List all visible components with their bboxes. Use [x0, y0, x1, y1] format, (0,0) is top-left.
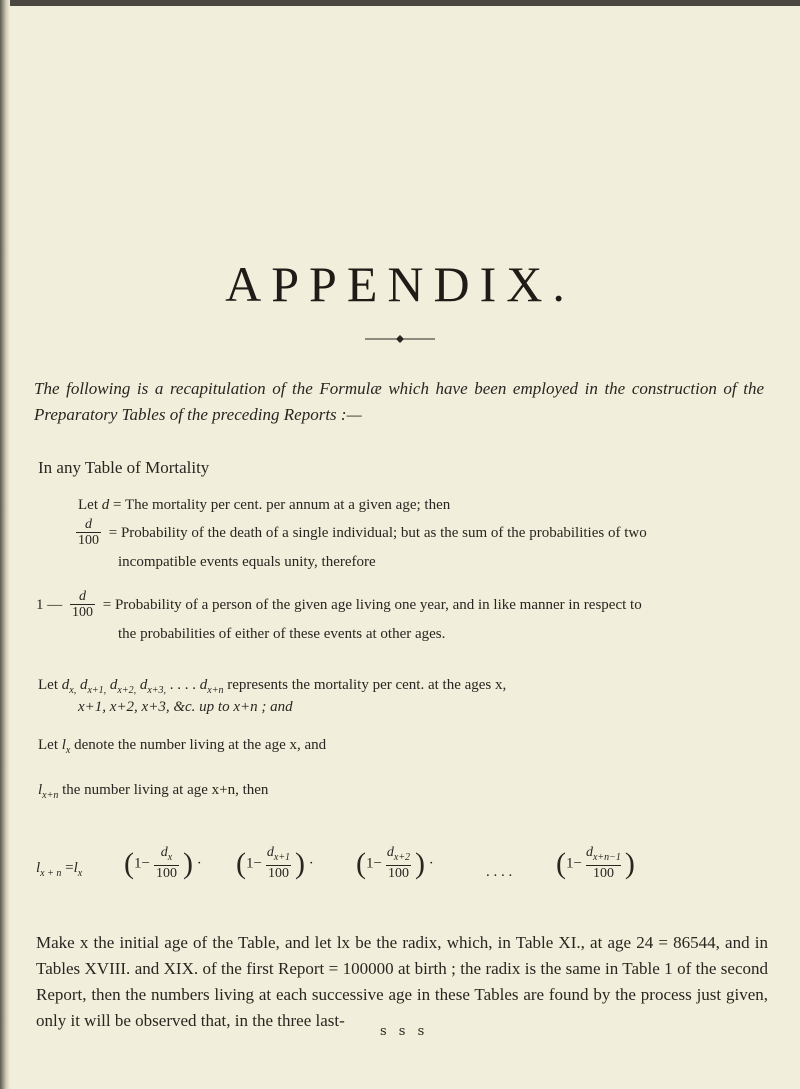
var-l: l [61, 737, 66, 753]
formula-l-sub: x [77, 868, 83, 879]
series-term: d [61, 677, 70, 693]
probability-death [72, 518, 647, 549]
var-l: l [38, 782, 43, 798]
series-term: d [79, 677, 88, 693]
formula-dot: · [308, 855, 314, 872]
formula-lhs-sub: x + n [40, 868, 62, 879]
series-sub: x+1, [87, 685, 107, 696]
fraction-numerator: d [79, 589, 86, 604]
formula-equals: = [65, 860, 74, 876]
definition-d [78, 497, 450, 514]
mortality-series-cont: x+1, x+2, x+3, &c. up to x+n ; and [78, 699, 293, 715]
factor-one: 1 [134, 855, 142, 872]
definition-lx [38, 737, 326, 756]
formula-factor: (1− $\frac{d_x}{100}$ ) · [124, 845, 202, 881]
body-paragraph: Make x the initial age of the Table, and let lx be the radix, which, in Table XI., at age 24 = 86544, and in Tables XVIII. and XIX. of the first Report = 100000 at birth ; the radix is the same in Table 1 of the second Report, then the numbers living at each successive age in these Tables are found by the process just given, only it will be observed that, in the three last- [36, 933, 768, 1030]
series-term: d [139, 677, 148, 693]
series-sub: x+3, [147, 685, 167, 696]
factor-one: 1 [366, 855, 374, 872]
factor-num-sub: x+n−1 [592, 852, 621, 863]
series-term: d [199, 677, 208, 693]
formula-ellipsis: . . . . [486, 864, 513, 880]
factor-fraction [586, 846, 621, 882]
formula-factor: (1− $\frac{d_{x+1}}{100}$ ) · [236, 845, 314, 881]
definition-lxn-text: the number living at age x+n, then [62, 782, 269, 798]
let-label: Let [78, 497, 98, 513]
page-top-edge [0, 0, 800, 6]
factor-minus: − [373, 855, 382, 872]
probability-living-text: = Probability of a person of the given age living one year, and in like manner in respect to [102, 596, 642, 613]
series-sub: x, [69, 685, 77, 696]
probability-living-cont: the probabilities of either of these events at other ages. [118, 626, 446, 642]
factor-num: d [160, 845, 168, 860]
factor-den: 100 [267, 866, 289, 881]
factor-fraction [154, 846, 179, 882]
section-heading: In any Table of Mortality [38, 458, 210, 477]
var-d: d [101, 497, 110, 513]
series-text: represents the mortality per cent. at the ages x, [227, 677, 507, 693]
fraction-d-100-b [70, 590, 95, 621]
series-sub: x+n [207, 685, 224, 696]
factor-fraction [386, 846, 411, 882]
factor-one: 1 [246, 855, 254, 872]
signature-mark: s s s [380, 1024, 429, 1039]
factor-den: 100 [586, 865, 621, 882]
survival-formula [36, 838, 756, 898]
factor-den: 100 [155, 866, 177, 881]
factor-num-sub: x+2 [393, 852, 411, 863]
definition-d-text: = The mortality per cent. per annum at a given age; then [113, 497, 451, 513]
formula-dot: · [196, 855, 202, 872]
factor-one: 1 [566, 855, 574, 872]
formula-factor: (1− $\frac{d_{x+n-1}}{100}$ ) [556, 845, 635, 881]
factor-minus: − [573, 855, 582, 872]
factor-den: 100 [387, 866, 409, 881]
factor-minus: − [141, 855, 150, 872]
series-dots: . . . . [169, 677, 197, 693]
intro-text: The following is a recapitulation of the Formulæ which have been employed in the construction of the Preparatory Tables of the preceding Reports :— [34, 379, 764, 424]
probability-death-text: = Probability of the death of a single individual; but as the sum of the probabilities of two [108, 524, 647, 541]
definition-lx-text: denote the number living at the age x, and [74, 737, 327, 753]
formula-l: l [73, 860, 78, 876]
formula-factor: (1− $\frac{d_{x+2}}{100}$ ) · [356, 845, 434, 881]
factor-num-sub: x [167, 852, 173, 863]
probability-death-cont: incompatible events equals unity, therefore [118, 554, 376, 570]
let-label: Let [38, 677, 58, 693]
var-l-sub: x [65, 745, 71, 756]
var-l-sub: x+n [42, 790, 59, 801]
formula-lhs: l [36, 860, 41, 876]
fraction-d-100 [76, 518, 101, 549]
ornament-rule [365, 335, 435, 343]
factor-num: d [585, 845, 593, 860]
definition-lxn [38, 782, 268, 801]
fraction-denominator: 100 [78, 533, 99, 548]
binding-edge [0, 0, 10, 1089]
page-title: APPENDIX. [225, 256, 575, 312]
probability-living [36, 590, 642, 621]
series-sub: x+2, [117, 685, 137, 696]
factor-fraction [266, 846, 291, 882]
let-label: Let [38, 737, 58, 753]
fraction-denominator: 100 [72, 605, 93, 620]
factor-num: d [266, 845, 274, 860]
series-term: d [109, 677, 118, 693]
factor-num-sub: x+1 [273, 852, 291, 863]
formula-dot: · [428, 855, 434, 872]
one-minus: 1 — [36, 596, 63, 613]
factor-num: d [386, 845, 394, 860]
fraction-numerator: d [85, 517, 92, 532]
mortality-series [38, 677, 506, 696]
factor-minus: − [253, 855, 262, 872]
